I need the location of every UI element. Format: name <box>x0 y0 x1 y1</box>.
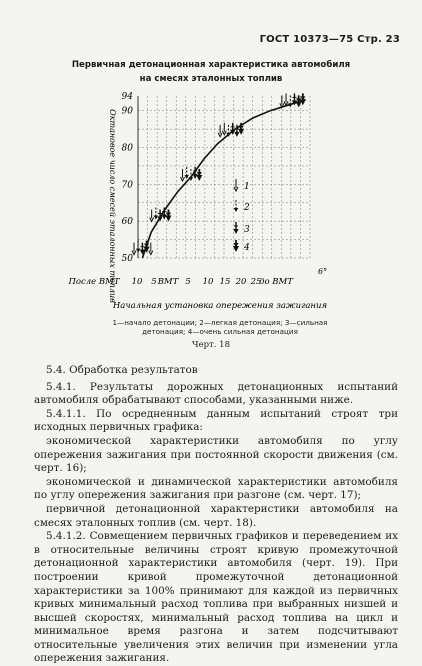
legend-key-4: 4 <box>244 243 250 253</box>
page-header: ГОСТ 10373—75 Стр. 23 <box>259 34 400 45</box>
x-tick-label: После ВМТ <box>68 277 120 287</box>
list-item-dynamics: экономической и динамической характеристики автомобиля по углу опережения зажигания при разгоне (см. черт. 17); <box>34 475 398 502</box>
y-tick-label: 60 <box>121 217 133 228</box>
legend-symbol-1 <box>234 179 238 191</box>
data-marker-4 <box>165 210 171 222</box>
data-marker-1 <box>280 95 284 107</box>
figure-caption-line-1: 1—начало детонации; 2—легкая детонация; 3—сильная <box>112 318 328 327</box>
legend-symbol-2 <box>234 200 238 212</box>
x-tick-label: 10 <box>202 277 214 287</box>
list-item-economy: экономической характеристики автомобиля по углу опережения зажигания при постоянной скорости движения (см. черт. 16); <box>34 434 398 475</box>
figure-caption-line-2: детонация; 4—очень сильная детонация <box>142 327 298 336</box>
y-tick-label: 94 <box>121 92 133 102</box>
data-marker-1 <box>150 210 154 222</box>
section-heading: 5.4. Обработка результатов <box>46 364 198 376</box>
data-clusters <box>132 93 306 254</box>
figure-label: Черт. 18 <box>192 340 230 350</box>
paragraph-5-4-1-1: 5.4.1.1. По осредненным данным испытаний строят три исходных первичных графика: <box>34 407 398 434</box>
data-marker-1 <box>132 243 136 255</box>
x-tick-label: 10 <box>131 277 143 287</box>
figure-caption <box>100 318 340 336</box>
x-tick-label: 20 <box>235 277 247 287</box>
data-marker-1 <box>218 125 222 137</box>
x-tick-label: 15 <box>219 277 231 287</box>
paragraph-5-4-1-2: 5.4.1.2. Совмещением первичных графиков и переведением их в относительные величины строят кривую промежуточной детонационной характеристики автомобиля (черт. 19). При построении кривой промежуточной детонационной характеристики за 100% принимают для каждой из первичных кривых минимальный расход топлива при выбранных низшей и высшей скоростях, минимальный расход топлива на цикл и минимальное время разгона и затем подсчитывают относительные увеличения этих величин при изменении угла опережения зажигания. <box>34 530 398 665</box>
x-tick-label: 5 <box>185 277 191 287</box>
x-tick-label: до ВМТ <box>259 277 293 287</box>
y-tick-label: 50 <box>121 254 133 264</box>
x-tick-label: 25 <box>250 277 262 287</box>
figure-title-line-1: Первичная детонационная характеристика автомобиля <box>71 60 351 70</box>
figure-title-line-2: на смесях эталонных топлив <box>139 74 283 84</box>
legend-symbol-4 <box>233 240 239 252</box>
detonation-chart <box>68 88 345 313</box>
data-marker-1 <box>222 123 226 135</box>
y-axis-label: Октановое число смесей эталонных топлив <box>108 109 117 303</box>
chart-legend <box>233 179 250 253</box>
x-tick-label: 5 <box>151 277 157 287</box>
data-marker-1 <box>181 169 185 181</box>
legend-key-2: 2 <box>244 203 250 213</box>
data-marker-2 <box>185 167 189 179</box>
x-tick-label: ВМТ <box>157 277 179 287</box>
data-marker-1 <box>149 243 153 255</box>
figure-title <box>60 58 362 86</box>
x-axis-unit: 6° <box>318 267 328 276</box>
chart-grid <box>138 96 310 258</box>
legend-key-3: 3 <box>244 225 250 235</box>
y-tick-label: 70 <box>121 180 133 191</box>
legend-symbol-3 <box>233 222 238 234</box>
y-tick-labels <box>122 92 134 264</box>
body-text <box>34 364 398 666</box>
x-tick-labels <box>67 277 294 287</box>
data-marker-2 <box>154 208 158 220</box>
paragraph-5-4-1: 5.4.1. Результаты дорожных детонационных испытаний автомобиля обрабатывают способами, указанными ниже. <box>34 380 398 407</box>
x-axis-label: Начальная установка опережения зажигания <box>112 301 328 311</box>
y-tick-label: 80 <box>121 143 133 154</box>
legend-key-1: 1 <box>244 182 250 192</box>
y-tick-label: 90 <box>121 106 133 117</box>
list-item-detonation: первичной детонационной характеристики автомобиля на смесях эталонных топлив (см. черт. 18). <box>34 502 398 529</box>
data-marker-1 <box>284 93 288 105</box>
data-marker-4 <box>196 169 202 181</box>
